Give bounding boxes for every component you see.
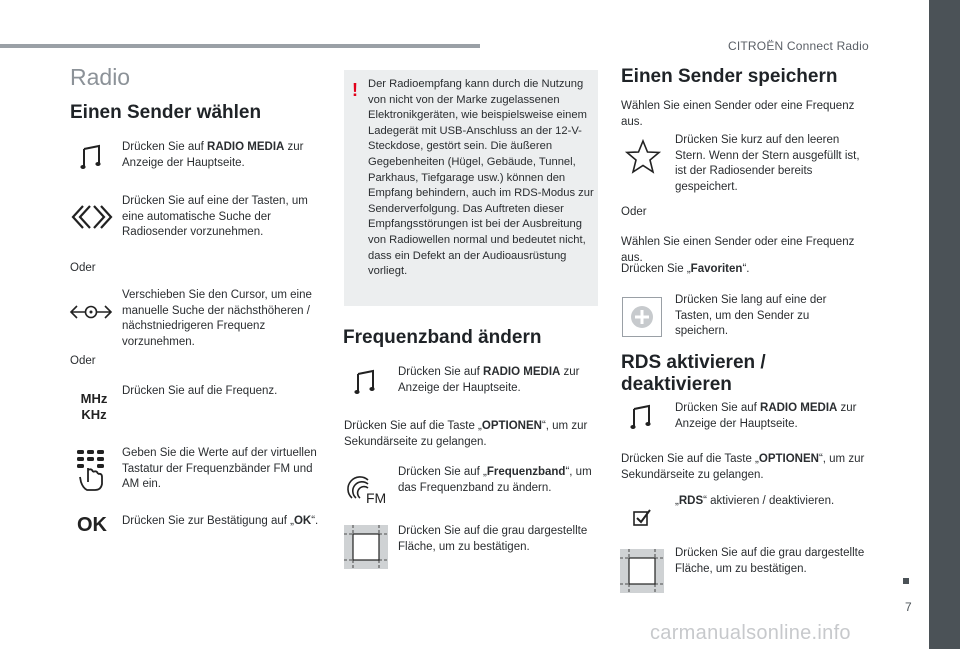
- oder-label-2: Oder: [70, 355, 96, 367]
- save-intro-text: Wählen Sie einen Sender oder eine Frequenz aus.: [621, 100, 855, 128]
- mhz-label: MHz: [80, 391, 108, 406]
- warning-icon: !: [352, 80, 358, 100]
- select-step2-text: Drücken Sie auf eine der Tasten, um eine automatische Suche der Radiosender vorzunehmen.: [122, 195, 308, 238]
- select-step6-text: Drücken Sie zur Bestätigung auf „OK“.: [122, 515, 319, 527]
- header-rule: [0, 44, 480, 48]
- heading-rds: RDS aktivieren / deaktivieren: [621, 352, 766, 395]
- brand-title: CITROËN Connect Radio: [728, 39, 869, 53]
- music-note-icon: [352, 368, 378, 398]
- save-step1-text: Drücken Sie kurz auf den leeren Stern. Wenn der Stern ausgefüllt ist, ist der Radiosender bereits gespeichert.: [675, 134, 860, 193]
- band-step4-text: Drücken Sie auf die grau dargestellte Fläche, um zu bestätigen.: [398, 525, 588, 553]
- heading-change-band: Frequenzband ändern: [343, 327, 542, 348]
- oder-label-3: Oder: [621, 206, 647, 218]
- section-title: Radio: [70, 64, 131, 90]
- save-step3-text: Drücken Sie lang auf eine der Tasten, um den Sender zu speichern.: [675, 294, 827, 337]
- fm-band-icon: [348, 470, 390, 508]
- band-step1-text: Drücken Sie auf RADIO MEDIA zur Anzeige der Hauptseite.: [398, 366, 580, 394]
- side-bar: [929, 0, 960, 649]
- frequency-mhz-khz-icon: [74, 388, 114, 426]
- grey-area-icon: [620, 549, 664, 593]
- star-icon: [624, 138, 662, 176]
- select-step3-text: Verschieben Sie den Cursor, um eine manuelle Suche der nächsthöheren / nächstniedrigeren Frequenz vorzunehmen.: [122, 289, 312, 348]
- warning-text: Der Radioempfang kann durch die Nutzung von nicht von der Marke zugelassenen Elektronikgeräten, wie beispielsweise einem Ladegerät mit USB-Anschluss an der 12-V-Steckdose, gestört sein. Die äußeren Gegebenheiten (Hügel, Gebäude, Tunnel, Parkhaus, Tiefgarage usw.) können den Empfang behindern, auch im RDS-Modus zur Senderverfolgung. Das Auftreten dieser Empfangsstörungen ist bei der Ausbreitung von Radiowellen normal und bedeutet nicht, dass ein Defekt an der Audioausrüstung vorliegt.: [368, 78, 594, 278]
- oder-label-1: Oder: [70, 262, 96, 274]
- fm-label: FM: [366, 490, 387, 506]
- select-step1-text: Drücken Sie auf RADIO MEDIA zur Anzeige der Hauptseite.: [122, 141, 304, 169]
- rds-step1-text: Drücken Sie auf RADIO MEDIA zur Anzeige der Hauptseite.: [675, 402, 857, 430]
- save-intro2-text: Wählen Sie einen Sender oder eine Frequenz aus.: [621, 236, 855, 264]
- music-note-icon: [78, 143, 104, 173]
- keypad-hand-icon: [75, 448, 109, 492]
- rds-step4-text: Drücken Sie auf die grau dargestellte Fläche, um zu bestätigen.: [675, 547, 865, 575]
- rds-step2-text: Drücken Sie auf die Taste „OPTIONEN“, um zur Sekundärseite zu gelangen.: [621, 453, 865, 481]
- band-step3-text: Drücken Sie auf „Frequenzband“, um das Frequenzband zu ändern.: [398, 466, 592, 494]
- khz-label: KHz: [81, 407, 107, 422]
- heading-save-station: Einen Sender speichern: [621, 66, 838, 87]
- heading-select-station: Einen Sender wählen: [70, 102, 262, 123]
- add-preset-icon: [622, 297, 662, 337]
- save-step2-text: Drücken Sie „Favoriten“.: [621, 263, 750, 275]
- watermark: carmanualsonline.info: [650, 622, 851, 644]
- grey-area-icon: [344, 525, 388, 569]
- select-step5-text: Geben Sie die Werte auf der virtuellen Tastatur der Frequenzbänder FM und AM ein.: [122, 447, 317, 490]
- select-step4-text: Drücken Sie auf die Frequenz.: [122, 385, 278, 397]
- rds-step3-text: „RDS“ aktivieren / deaktivieren.: [675, 495, 835, 507]
- tuning-cursor-icon: [69, 302, 113, 322]
- ok-icon: OK: [77, 513, 107, 536]
- page-marker: [903, 578, 909, 584]
- band-step2-text: Drücken Sie auf die Taste „OPTIONEN“, um zur Sekundärseite zu gelangen.: [344, 420, 588, 448]
- checkbox-icon: [631, 506, 653, 528]
- page-number: 7: [905, 600, 912, 614]
- seek-arrows-icon: [71, 203, 113, 231]
- music-note-icon: [628, 403, 654, 433]
